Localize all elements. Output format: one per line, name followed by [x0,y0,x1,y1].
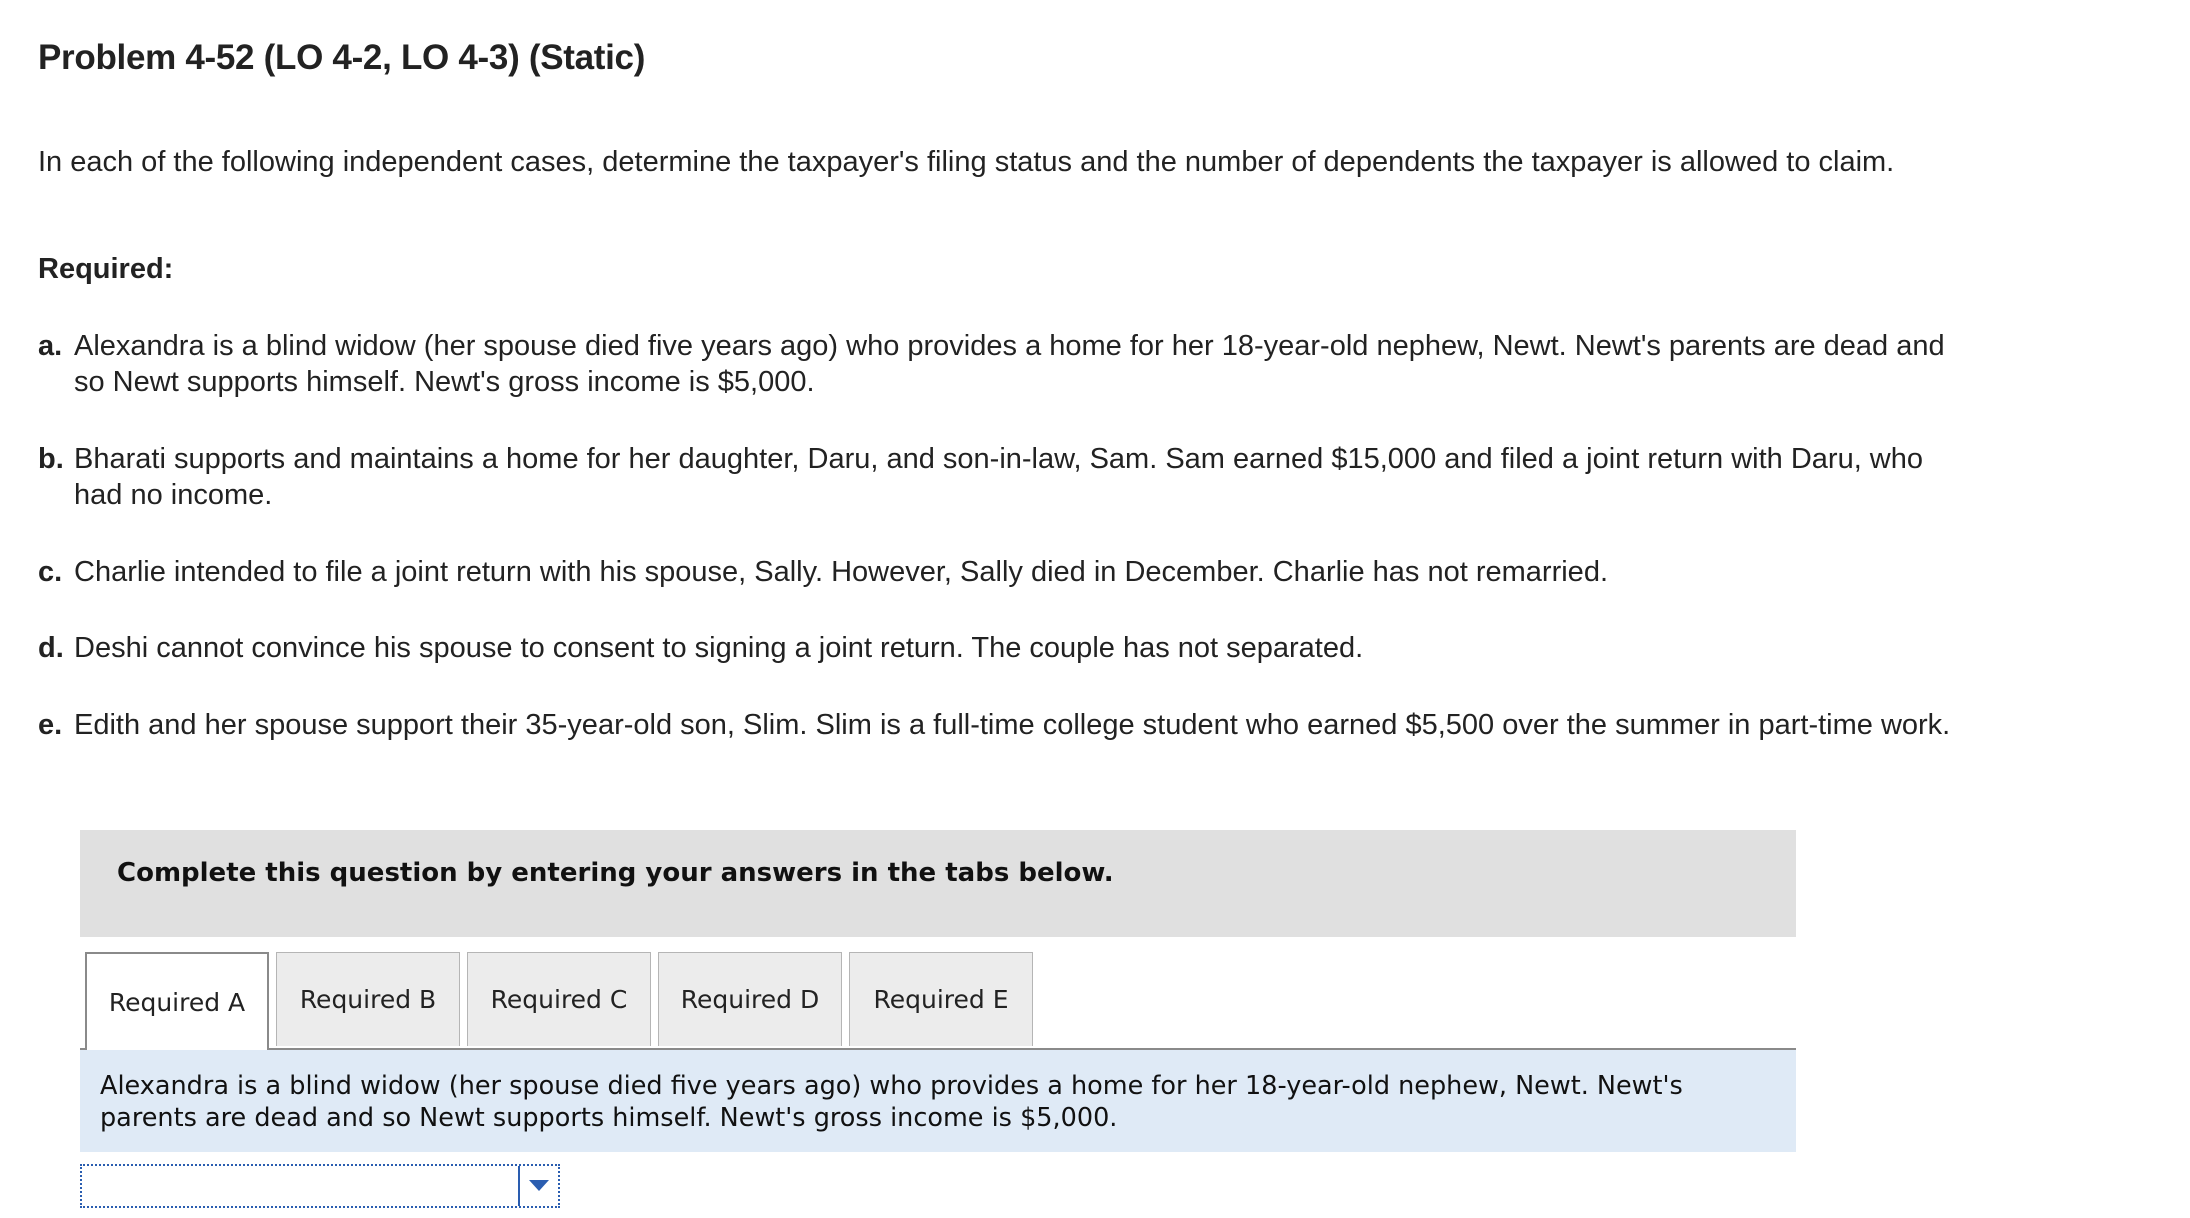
caret-down-icon [529,1180,549,1192]
case-text: Charlie intended to file a joint return with his spouse, Sally. However, Sally died in December. Charlie has not remarried. [74,556,1608,588]
tab-required-b[interactable]: Required B [276,952,460,1046]
case-d [38,630,1974,666]
case-c [38,554,1974,590]
case-letter: b. [38,443,64,475]
case-letter: e. [38,709,63,741]
filing-status-dropdown[interactable] [80,1164,560,1208]
problem-intro: In each of the following independent cases, determine the taxpayer's filing status and the number of dependents the taxpayer is allowed to claim. [38,146,1895,178]
instruction-text: Complete this question by entering your answers in the tabs below. [117,858,1114,888]
tab-required-a[interactable]: Required A [85,952,269,1050]
case-letter: d. [38,632,64,664]
case-e [38,707,1974,743]
case-text: Edith and her spouse support their 35-year-old son, Slim. Slim is a full-time college student who earned $5,500 over the summer in part-time work. [74,709,1951,741]
tab-panel [80,1050,1796,1152]
case-text: Bharati supports and maintains a home for her daughter, Daru, and son-in-law, Sam. Sam earned $15,000 and filed a joint return with Daru, who had no income. [74,443,1924,511]
tab-bar [80,952,1796,1050]
tab-required-e[interactable]: Required E [849,952,1033,1046]
dropdown-toggle[interactable] [518,1166,558,1206]
case-a [38,328,1974,400]
case-text: Alexandra is a blind widow (her spouse died five years ago) who provides a home for her 18-year-old nephew, Newt. Newt's parents are dead and so Newt supports himself. Newt's gross income is $5,000. [74,330,1945,398]
case-letter: a. [38,330,63,362]
case-letter: c. [38,556,63,588]
instruction-banner [80,830,1796,937]
tab-required-d[interactable]: Required D [658,952,842,1046]
tab-panel-text: Alexandra is a blind widow (her spouse died five years ago) who provides a home for her 18-year-old nephew, Newt. Newt's parents are dead and so Newt supports himself. Newt's gross income is $5,000. [100,1071,1683,1133]
required-label: Required: [38,253,174,285]
tab-required-c[interactable]: Required C [467,952,651,1046]
case-b [38,441,1974,513]
problem-title: Problem 4-52 (LO 4-2, LO 4-3) (Static) [38,38,646,77]
case-text: Deshi cannot convince his spouse to consent to signing a joint return. The couple has not separated. [74,632,1364,664]
